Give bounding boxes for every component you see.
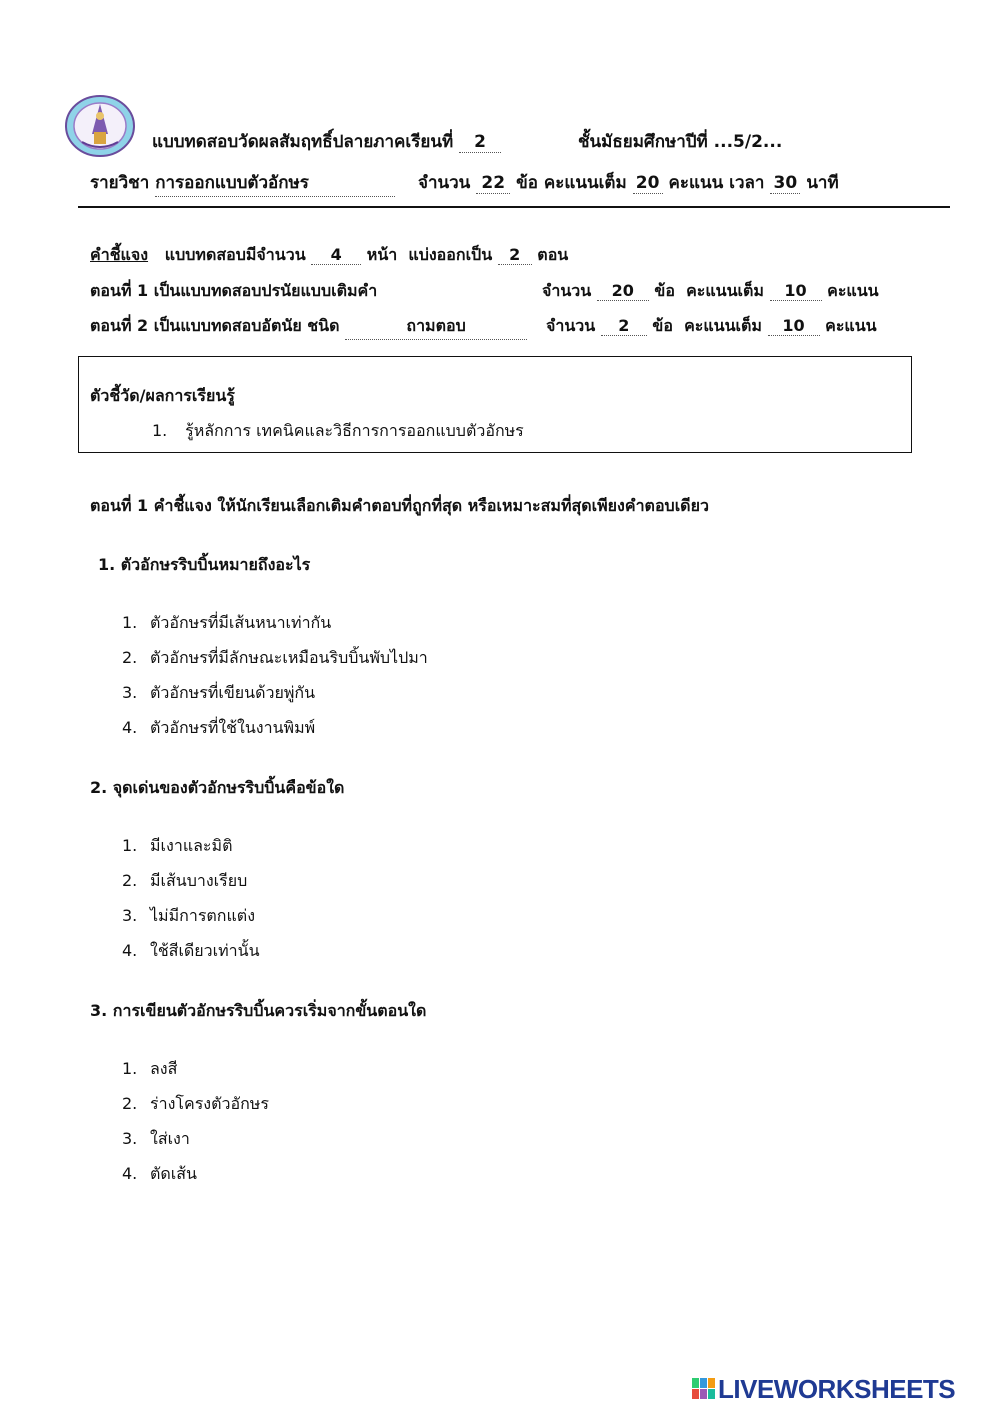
indicator-item: [152, 419, 524, 444]
pages-unit: หน้า: [366, 245, 398, 264]
part2-count-label: จำนวน: [546, 316, 596, 335]
option-number: 1.: [122, 836, 138, 855]
header-divider: [78, 206, 950, 208]
option-item[interactable]: [122, 716, 315, 741]
liveworksheets-wordmark: LIVEWORKSHEETS: [718, 1373, 956, 1404]
instructions-line: [90, 243, 568, 268]
option-item[interactable]: [122, 1057, 177, 1082]
part2-info-meta: [546, 314, 877, 339]
part1-score-unit: คะแนน: [827, 281, 879, 300]
option-text: ลงสี: [150, 1059, 178, 1078]
option-text: ใช้สีเดียวเท่านั้น: [150, 941, 260, 960]
part1-info-text: ตอนที่ 1 เป็นแบบทดสอบปรนัยแบบเติมคำ: [90, 281, 378, 300]
option-text: ตัวอักษรที่มีเส้นหนาเท่ากัน: [150, 613, 332, 632]
option-item[interactable]: [122, 1127, 190, 1152]
part1-info-meta: [542, 279, 879, 304]
part2-count-value: 2: [601, 316, 647, 336]
indicator-item-text: รู้หลักการ เทคนิคและวิธีการการออกแบบตัวอักษร: [185, 421, 524, 440]
instructions-text: แบบทดสอบมีจำนวน: [164, 245, 306, 264]
subject-label: รายวิชา: [90, 173, 150, 193]
option-number: 1.: [122, 613, 138, 632]
time-label: เวลา: [729, 173, 765, 193]
option-item[interactable]: [122, 1092, 269, 1117]
part1-items-label: ข้อ: [654, 281, 675, 300]
option-item[interactable]: [122, 834, 232, 859]
part1-score-label: คะแนนเต็ม: [686, 281, 764, 300]
option-item[interactable]: [122, 939, 260, 964]
exam-title: แบบทดสอบวัดผลสัมฤทธิ์ปลายภาคเรียนที่: [152, 132, 454, 152]
part1-count-label: จำนวน: [542, 281, 592, 300]
items-label: ข้อ: [516, 173, 538, 193]
part1-score-value: 10: [770, 281, 822, 301]
subject-line: [90, 169, 395, 197]
option-number: 2.: [122, 871, 138, 890]
part2-info-text-line: [90, 314, 527, 340]
grade-line: [578, 128, 782, 155]
liveworksheets-logo: [692, 1373, 956, 1404]
count-value: 22: [476, 173, 510, 194]
part2-score-unit: คะแนน: [825, 316, 877, 335]
option-text: ร่างโครงตัวอักษร: [150, 1094, 269, 1113]
part1-direction: ตอนที่ 1 คำชี้แจง ให้นักเรียนเลือกเติมคำตอบที่ถูกที่สุด หรือเหมาะสมที่สุดเพียงคำตอบเดียว: [90, 496, 709, 515]
option-text: ตัวอักษรที่เขียนด้วยพู่กัน: [150, 683, 315, 702]
parts-unit: ตอน: [537, 245, 569, 264]
option-item[interactable]: [122, 869, 247, 894]
option-item[interactable]: [122, 681, 315, 706]
pages-value: 4: [311, 245, 361, 265]
option-text: ตัวอักษรที่มีลักษณะเหมือนริบบิ้นพับไปมา: [150, 648, 428, 667]
option-number: 4.: [122, 718, 138, 737]
time-unit: นาที: [806, 173, 839, 193]
indicator-title: ตัวชี้วัด/ผลการเรียนรู้: [90, 386, 235, 405]
part2-type-value: ถามตอบ: [345, 314, 527, 340]
question-title: 3. การเขียนตัวอักษรริบบิ้นควรเริ่มจากขั้นตอนใด: [90, 1001, 427, 1020]
indicator-item-number: 1.: [152, 421, 168, 440]
option-number: 3.: [122, 906, 138, 925]
question-title: 1. ตัวอักษรริบบิ้นหมายถึงอะไร: [98, 555, 311, 574]
option-number: 3.: [122, 683, 138, 702]
split-text: แบ่งออกเป็น: [408, 245, 493, 264]
instructions-label: คำชี้แจง: [90, 245, 149, 264]
option-number: 3.: [122, 1129, 138, 1148]
subject-value: การออกแบบตัวอักษร: [155, 169, 395, 197]
option-text: ไม่มีการตกแต่ง: [150, 906, 255, 925]
count-label: จำนวน: [418, 173, 471, 193]
full-score-value: 20: [633, 173, 663, 194]
option-item[interactable]: [122, 1162, 197, 1187]
part2-items-label: ข้อ: [652, 316, 673, 335]
option-item[interactable]: [122, 646, 428, 671]
exam-title-line: [152, 128, 501, 155]
part2-score-label: คะแนนเต็ม: [684, 316, 762, 335]
term-value: 2: [459, 132, 501, 153]
option-number: 1.: [122, 1059, 138, 1078]
option-text: มีเงาและมิติ: [150, 836, 233, 855]
time-value: 30: [770, 173, 800, 194]
liveworksheets-grid-icon: [692, 1378, 716, 1400]
option-number: 2.: [122, 1094, 138, 1113]
part2-score-value: 10: [768, 316, 820, 336]
question-title: 2. จุดเด่นของตัวอักษรริบบิ้นคือข้อใด: [90, 778, 345, 797]
option-text: ใส่เงา: [150, 1129, 190, 1148]
option-number: 4.: [122, 1164, 138, 1183]
option-item[interactable]: [122, 904, 255, 929]
option-item[interactable]: [122, 611, 331, 636]
option-text: ตัวอักษรที่ใช้ในงานพิมพ์: [150, 718, 316, 737]
school-logo: [64, 94, 136, 158]
full-score-label: คะแนนเต็ม: [543, 173, 627, 193]
grade-label: ชั้นมัธยมศึกษาปีที่: [578, 132, 708, 152]
part2-info-text: ตอนที่ 2 เป็นแบบทดสอบอัตนัย ชนิด: [90, 316, 340, 335]
exam-meta-line: [418, 169, 839, 196]
parts-value: 2: [498, 245, 532, 265]
grade-value: ...5/2...: [713, 132, 783, 152]
option-text: ตัดเส้น: [150, 1164, 197, 1183]
part1-count-value: 20: [597, 281, 649, 301]
score-unit: คะแนน: [668, 173, 724, 193]
option-text: มีเส้นบางเรียบ: [150, 871, 248, 890]
option-number: 4.: [122, 941, 138, 960]
option-number: 2.: [122, 648, 138, 667]
